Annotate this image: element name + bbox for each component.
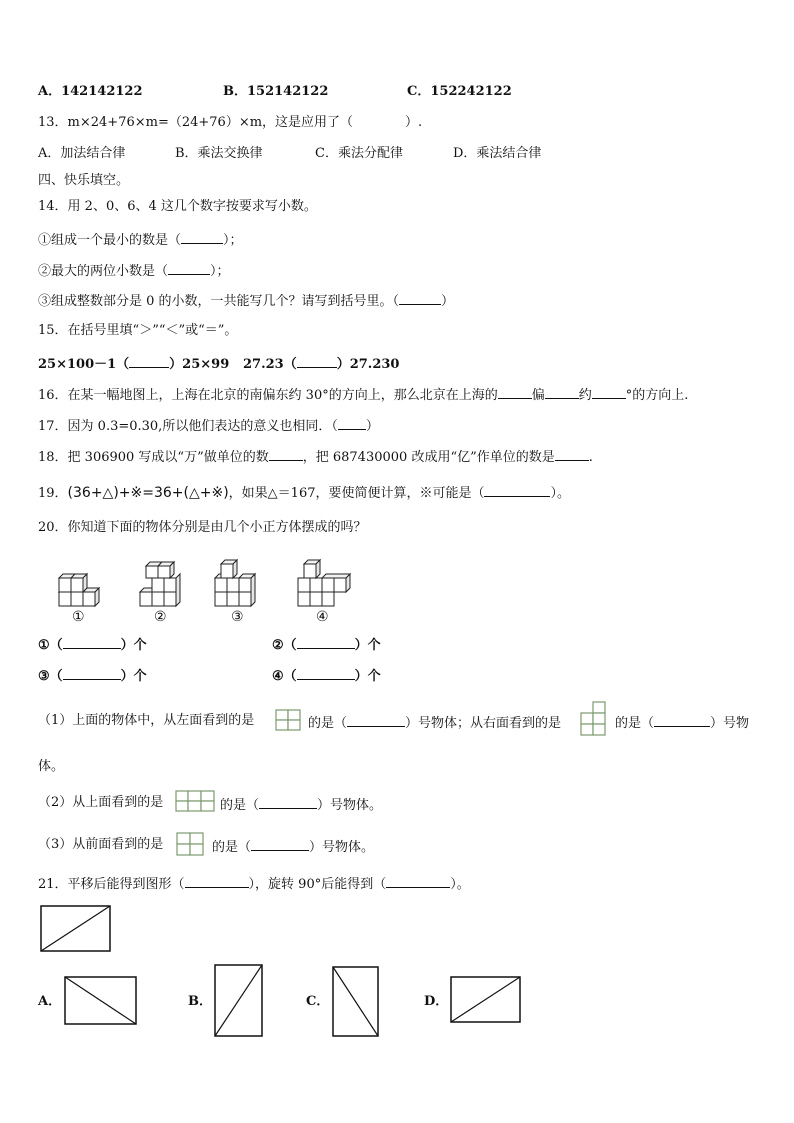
question-13: 13．m×24+76×m=（24+76）×m，这是应用了（ ）. — [38, 115, 423, 130]
option-a: A．142142122 — [38, 84, 143, 99]
q18-text-a: 18．把 306900 写成以“万”做单位的数 — [38, 450, 269, 465]
q15-expr-2-left: 27.23（ — [243, 357, 297, 372]
figure-label-1: ① — [72, 609, 85, 625]
close-paren: ）。 — [550, 486, 570, 501]
q20-sub-2-text: 的是（ — [220, 798, 260, 813]
q20-sub-3-b — [212, 836, 374, 857]
answer-blank[interactable] — [399, 290, 441, 305]
q20-sub-2-b — [220, 794, 382, 815]
q13-option-c: C．乘法分配律 — [315, 146, 403, 161]
figure-option-d — [450, 976, 522, 1024]
q20-sub-1-c — [615, 712, 749, 733]
q20-sub-2-a: （2）从上面看到的是 — [38, 795, 164, 810]
q15-expr-1-right: ）25×99 — [169, 357, 230, 372]
q21-option-a: A． — [38, 994, 62, 1009]
q14-part-3 — [38, 290, 454, 311]
answer-blank[interactable] — [297, 665, 355, 680]
cube-figure-4 — [296, 553, 352, 608]
q20-sub-1-text2: ）号物体；从右面看到的是 — [405, 716, 562, 731]
q20-answer-1 — [38, 634, 147, 655]
original-figure — [40, 905, 112, 953]
q20-sub-2-text2: ）号物体。 — [317, 798, 383, 813]
q20-sub-3-text: 的是（ — [212, 840, 252, 855]
q13-option-a: A．加法结合律 — [38, 146, 126, 161]
figure-option-c — [332, 966, 380, 1038]
answer-blank[interactable] — [338, 415, 366, 430]
q20-sub-1-a: （1）上面的物体中，从左面看到的是 — [38, 713, 255, 728]
unit: ）个 — [354, 669, 381, 684]
q20-sub-1-text: 的是（ — [308, 716, 348, 731]
cube-figure-3 — [213, 553, 257, 608]
q16-text-c: 约 — [578, 388, 592, 403]
answer-label: ②（ — [272, 638, 297, 653]
question-17 — [38, 415, 379, 436]
figure-option-a — [64, 976, 138, 1026]
answer-label: ③（ — [38, 669, 63, 684]
question-19 — [38, 482, 570, 503]
question-21 — [38, 873, 470, 894]
figure-label-2: ② — [154, 609, 167, 625]
question-20: 20．你知道下面的物体分别是由几个小正方体摆成的吗？ — [38, 520, 367, 535]
q20-sub-1-text4: ）号物 — [710, 716, 750, 731]
q20-sub-3-text2: ）号物体。 — [309, 840, 375, 855]
q18-text-b: ，把 687430000 改成用“亿”作单位的数是 — [302, 450, 555, 465]
q19-text: ，如果△＝167，要使简便计算，※可能是（ — [228, 486, 485, 501]
cube-figure-1 — [55, 566, 105, 608]
q16-text-b: 偏 — [531, 388, 545, 403]
q20-sub-1-text3: 的是（ — [615, 716, 655, 731]
q21-option-b: B． — [188, 994, 212, 1009]
figure-label-4: ④ — [316, 609, 329, 625]
q16-text-d: °的方向上. — [625, 388, 689, 403]
close-paren: ） — [365, 419, 379, 434]
q19-number: 19． — [38, 486, 68, 501]
answer-blank[interactable] — [259, 794, 317, 809]
right-view-icon — [580, 701, 606, 737]
q16-text-a: 16．在某一幅地图上，上海在北京的南偏东约 30°的方向上，那么北京在上海的 — [38, 388, 498, 403]
answer-blank[interactable] — [654, 712, 710, 727]
q21-text-b: ），旋转 90°后能得到（ — [248, 877, 387, 892]
q14-part-2 — [38, 260, 230, 281]
answer-label: ①（ — [38, 638, 63, 653]
answer-blank[interactable] — [484, 482, 550, 497]
q21-option-d: D． — [424, 994, 449, 1009]
left-view-icon — [275, 709, 301, 731]
unit: ）个 — [354, 638, 381, 653]
q15-expr-2 — [243, 353, 399, 374]
q20-answer-3 — [38, 665, 147, 686]
q21-option-c: C． — [306, 994, 330, 1009]
q14-part-2-text: ②最大的两位小数是（ — [38, 264, 169, 279]
cube-figure-2 — [138, 560, 188, 608]
q18-text-c: . — [588, 450, 593, 465]
answer-blank[interactable] — [269, 446, 303, 461]
q15-expr-1 — [38, 353, 229, 374]
q21-text-c: ）。 — [450, 877, 470, 892]
unit: ）个 — [120, 638, 147, 653]
option-b: B．152142122 — [223, 84, 329, 99]
q21-text-a: 21．平移后能得到图形（ — [38, 877, 185, 892]
answer-blank[interactable] — [185, 873, 249, 888]
section-heading: 四、快乐填空。 — [38, 173, 130, 188]
answer-blank[interactable] — [63, 634, 121, 649]
answer-blank[interactable] — [251, 836, 309, 851]
answer-blank[interactable] — [297, 353, 337, 368]
answer-blank[interactable] — [129, 353, 169, 368]
answer-blank[interactable] — [545, 384, 579, 399]
q17-text: 17．因为 0.3=0.30,所以他们表达的意义也相同．（ — [38, 419, 338, 434]
q15-expr-2-right: ）27.230 — [336, 357, 400, 372]
question-18 — [38, 446, 593, 467]
unit: ）个 — [120, 669, 147, 684]
top-view-icon — [175, 790, 215, 812]
answer-blank[interactable] — [555, 446, 589, 461]
figure-label-3: ③ — [231, 609, 244, 625]
question-15: 15．在括号里填“＞”“＜”或“＝”。 — [38, 323, 238, 338]
question-16 — [38, 384, 688, 405]
q20-sub-3-a: （3）从前面看到的是 — [38, 837, 164, 852]
q20-answer-2 — [272, 634, 381, 655]
q14-part-3-text: ③组成整数部分是 0 的小数，一共能写几个？请写到括号里。（ — [38, 294, 400, 309]
q15-expr-1-left: 25×100－1（ — [38, 357, 130, 372]
q20-answer-4 — [272, 665, 381, 686]
q20-sub-1-b — [308, 712, 561, 733]
q14-part-1 — [38, 229, 243, 250]
q13-option-b: B．乘法交换律 — [175, 146, 263, 161]
answer-label: ④（ — [272, 669, 297, 684]
option-c: C．152242122 — [407, 84, 512, 99]
answer-blank[interactable] — [386, 873, 450, 888]
front-view-icon — [176, 832, 204, 856]
figure-option-b — [214, 964, 264, 1038]
q14-part-1-text: ①组成一个最小的数是（ — [38, 233, 182, 248]
close-paren: ）； — [223, 233, 243, 248]
q19-expression: (36+△)+※=36+(△+※) — [67, 485, 229, 501]
question-14: 14．用 2、0、6、4 这几个数字按要求写小数。 — [38, 199, 317, 214]
answer-blank[interactable] — [498, 384, 532, 399]
answer-blank[interactable] — [63, 665, 121, 680]
answer-blank[interactable] — [168, 260, 210, 275]
answer-blank[interactable] — [347, 712, 405, 727]
q13-option-d: D．乘法结合律 — [453, 146, 542, 161]
answer-blank[interactable] — [592, 384, 626, 399]
answer-blank[interactable] — [297, 634, 355, 649]
close-paren: ）； — [210, 264, 230, 279]
close-paren: ） — [441, 294, 455, 309]
q20-sub-1-end: 体。 — [38, 759, 65, 774]
answer-blank[interactable] — [181, 229, 223, 244]
